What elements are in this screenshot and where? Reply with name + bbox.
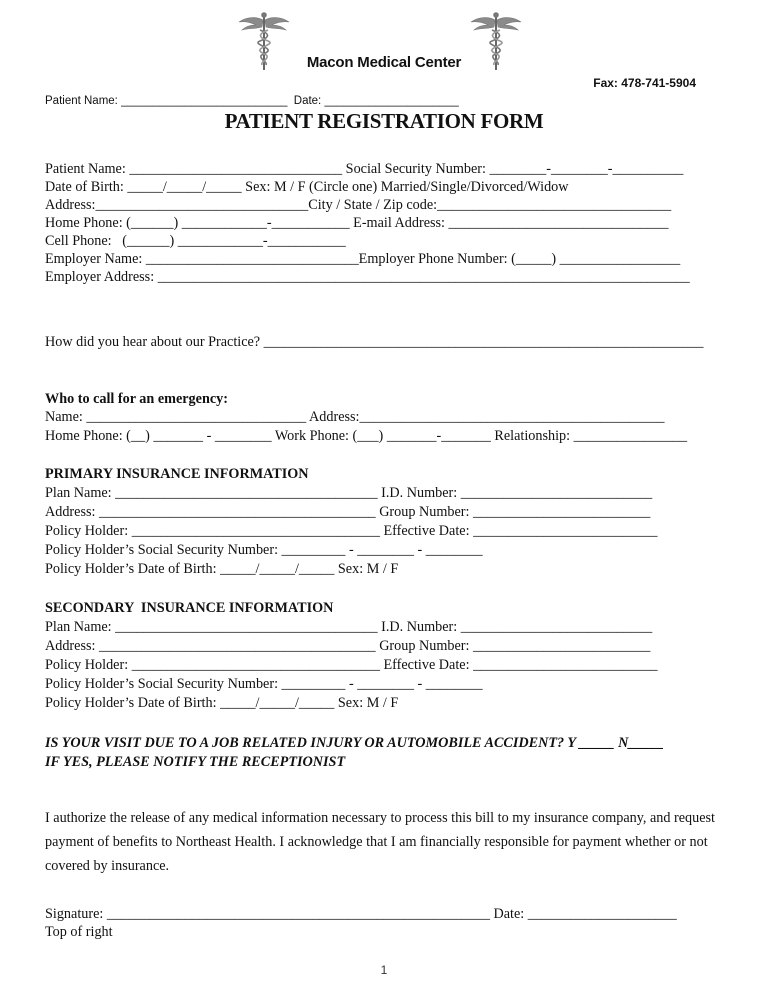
organization-name: Macon Medical Center bbox=[306, 54, 462, 71]
accident-question-row[interactable]: IS YOUR VISIT DUE TO A JOB RELATED INJURY OR AUTOMOBILE ACCIDENT? Y _____ N_____ bbox=[45, 735, 664, 751]
secondary-holder-effective-row[interactable]: Policy Holder: ___________________________________ Effective Date: __________________________ bbox=[45, 657, 658, 673]
secondary-insurance-heading: SECONDARY INSURANCE INFORMATION bbox=[45, 600, 334, 616]
dob-sex-marital-row[interactable]: Date of Birth: _____/_____/_____ Sex: M / F (Circle one) Married/Single/Divorced/Widow bbox=[45, 179, 569, 195]
primary-address-group-row[interactable]: Address: _______________________________________ Group Number: _________________________ bbox=[45, 504, 651, 520]
secondary-plan-id-row[interactable]: Plan Name: _____________________________________ I.D. Number: ___________________________ bbox=[45, 619, 653, 635]
page-number: 1 bbox=[380, 963, 388, 977]
employer-name-phone-row[interactable]: Employer Name: ______________________________Employer Phone Number: (_____) _________________ bbox=[45, 251, 681, 267]
footer-note: Top of right bbox=[45, 924, 113, 940]
header-patient-name-field[interactable]: __________________________ bbox=[117, 95, 291, 107]
secondary-address-group-row[interactable]: Address: _______________________________________ Group Number: _________________________ bbox=[45, 638, 651, 654]
primary-holder-ssn-row[interactable]: Policy Holder’s Social Security Number: _________ - ________ - ________ bbox=[45, 542, 483, 558]
signature-date-row[interactable]: Signature: ______________________________________________________ Date: _____________________ bbox=[45, 906, 677, 922]
secondary-holder-dob-row[interactable]: Policy Holder’s Date of Birth: _____/_____/_____ Sex: M / F bbox=[45, 695, 399, 711]
patient-name-ssn-row[interactable]: Patient Name: ______________________________ Social Security Number: ________-________-__________ bbox=[45, 161, 684, 177]
authorization-paragraph: I authorize the release of any medical information necessary to process this bill to my insurance company, and request payment of benefits to Northeast Health. I acknowledge that I am financially responsible for payment whether or not covered by insurance. bbox=[45, 810, 715, 874]
primary-plan-id-row[interactable]: Plan Name: _____________________________________ I.D. Number: ___________________________ bbox=[45, 485, 653, 501]
emergency-name-address-row[interactable]: Name: _______________________________ Address:___________________________________________ bbox=[45, 409, 665, 425]
cell-phone-row[interactable]: Cell Phone: (______) ____________-___________ bbox=[45, 233, 346, 249]
header-patient-name-label: Patient Name: bbox=[45, 95, 118, 107]
header-patient-date-line bbox=[45, 95, 459, 107]
form-title: PATIENT REGISTRATION FORM bbox=[224, 109, 544, 133]
primary-holder-dob-row[interactable]: Policy Holder’s Date of Birth: _____/_____/_____ Sex: M / F bbox=[45, 561, 399, 577]
emergency-phones-relationship-row[interactable]: Home Phone: (__) _______ - ________ Work Phone: (___) _______-_______ Relationship: ________________ bbox=[45, 428, 688, 444]
employer-address-row[interactable]: Employer Address: ___________________________________________________________________________ bbox=[45, 269, 690, 285]
home-phone-email-row[interactable]: Home Phone: (______) ____________-___________ E-mail Address: _______________________________ bbox=[45, 215, 669, 231]
emergency-heading: Who to call for an emergency: bbox=[45, 391, 228, 407]
referral-question-row[interactable]: How did you hear about our Practice? ______________________________________________________________ bbox=[45, 334, 704, 350]
primary-holder-effective-row[interactable]: Policy Holder: ___________________________________ Effective Date: __________________________ bbox=[45, 523, 658, 539]
primary-insurance-heading: PRIMARY INSURANCE INFORMATION bbox=[45, 466, 309, 482]
header-date-label: Date: bbox=[290, 95, 322, 107]
address-city-row[interactable]: Address:______________________________City / State / Zip code:_________________________________ bbox=[45, 197, 672, 213]
fax-number: Fax: 478-741-5904 bbox=[593, 76, 696, 90]
accident-notice: IF YES, PLEASE NOTIFY THE RECEPTIONIST bbox=[45, 754, 346, 770]
header-date-field[interactable]: _____________________ bbox=[321, 95, 459, 107]
secondary-holder-ssn-row[interactable]: Policy Holder’s Social Security Number: _________ - ________ - ________ bbox=[45, 676, 483, 692]
